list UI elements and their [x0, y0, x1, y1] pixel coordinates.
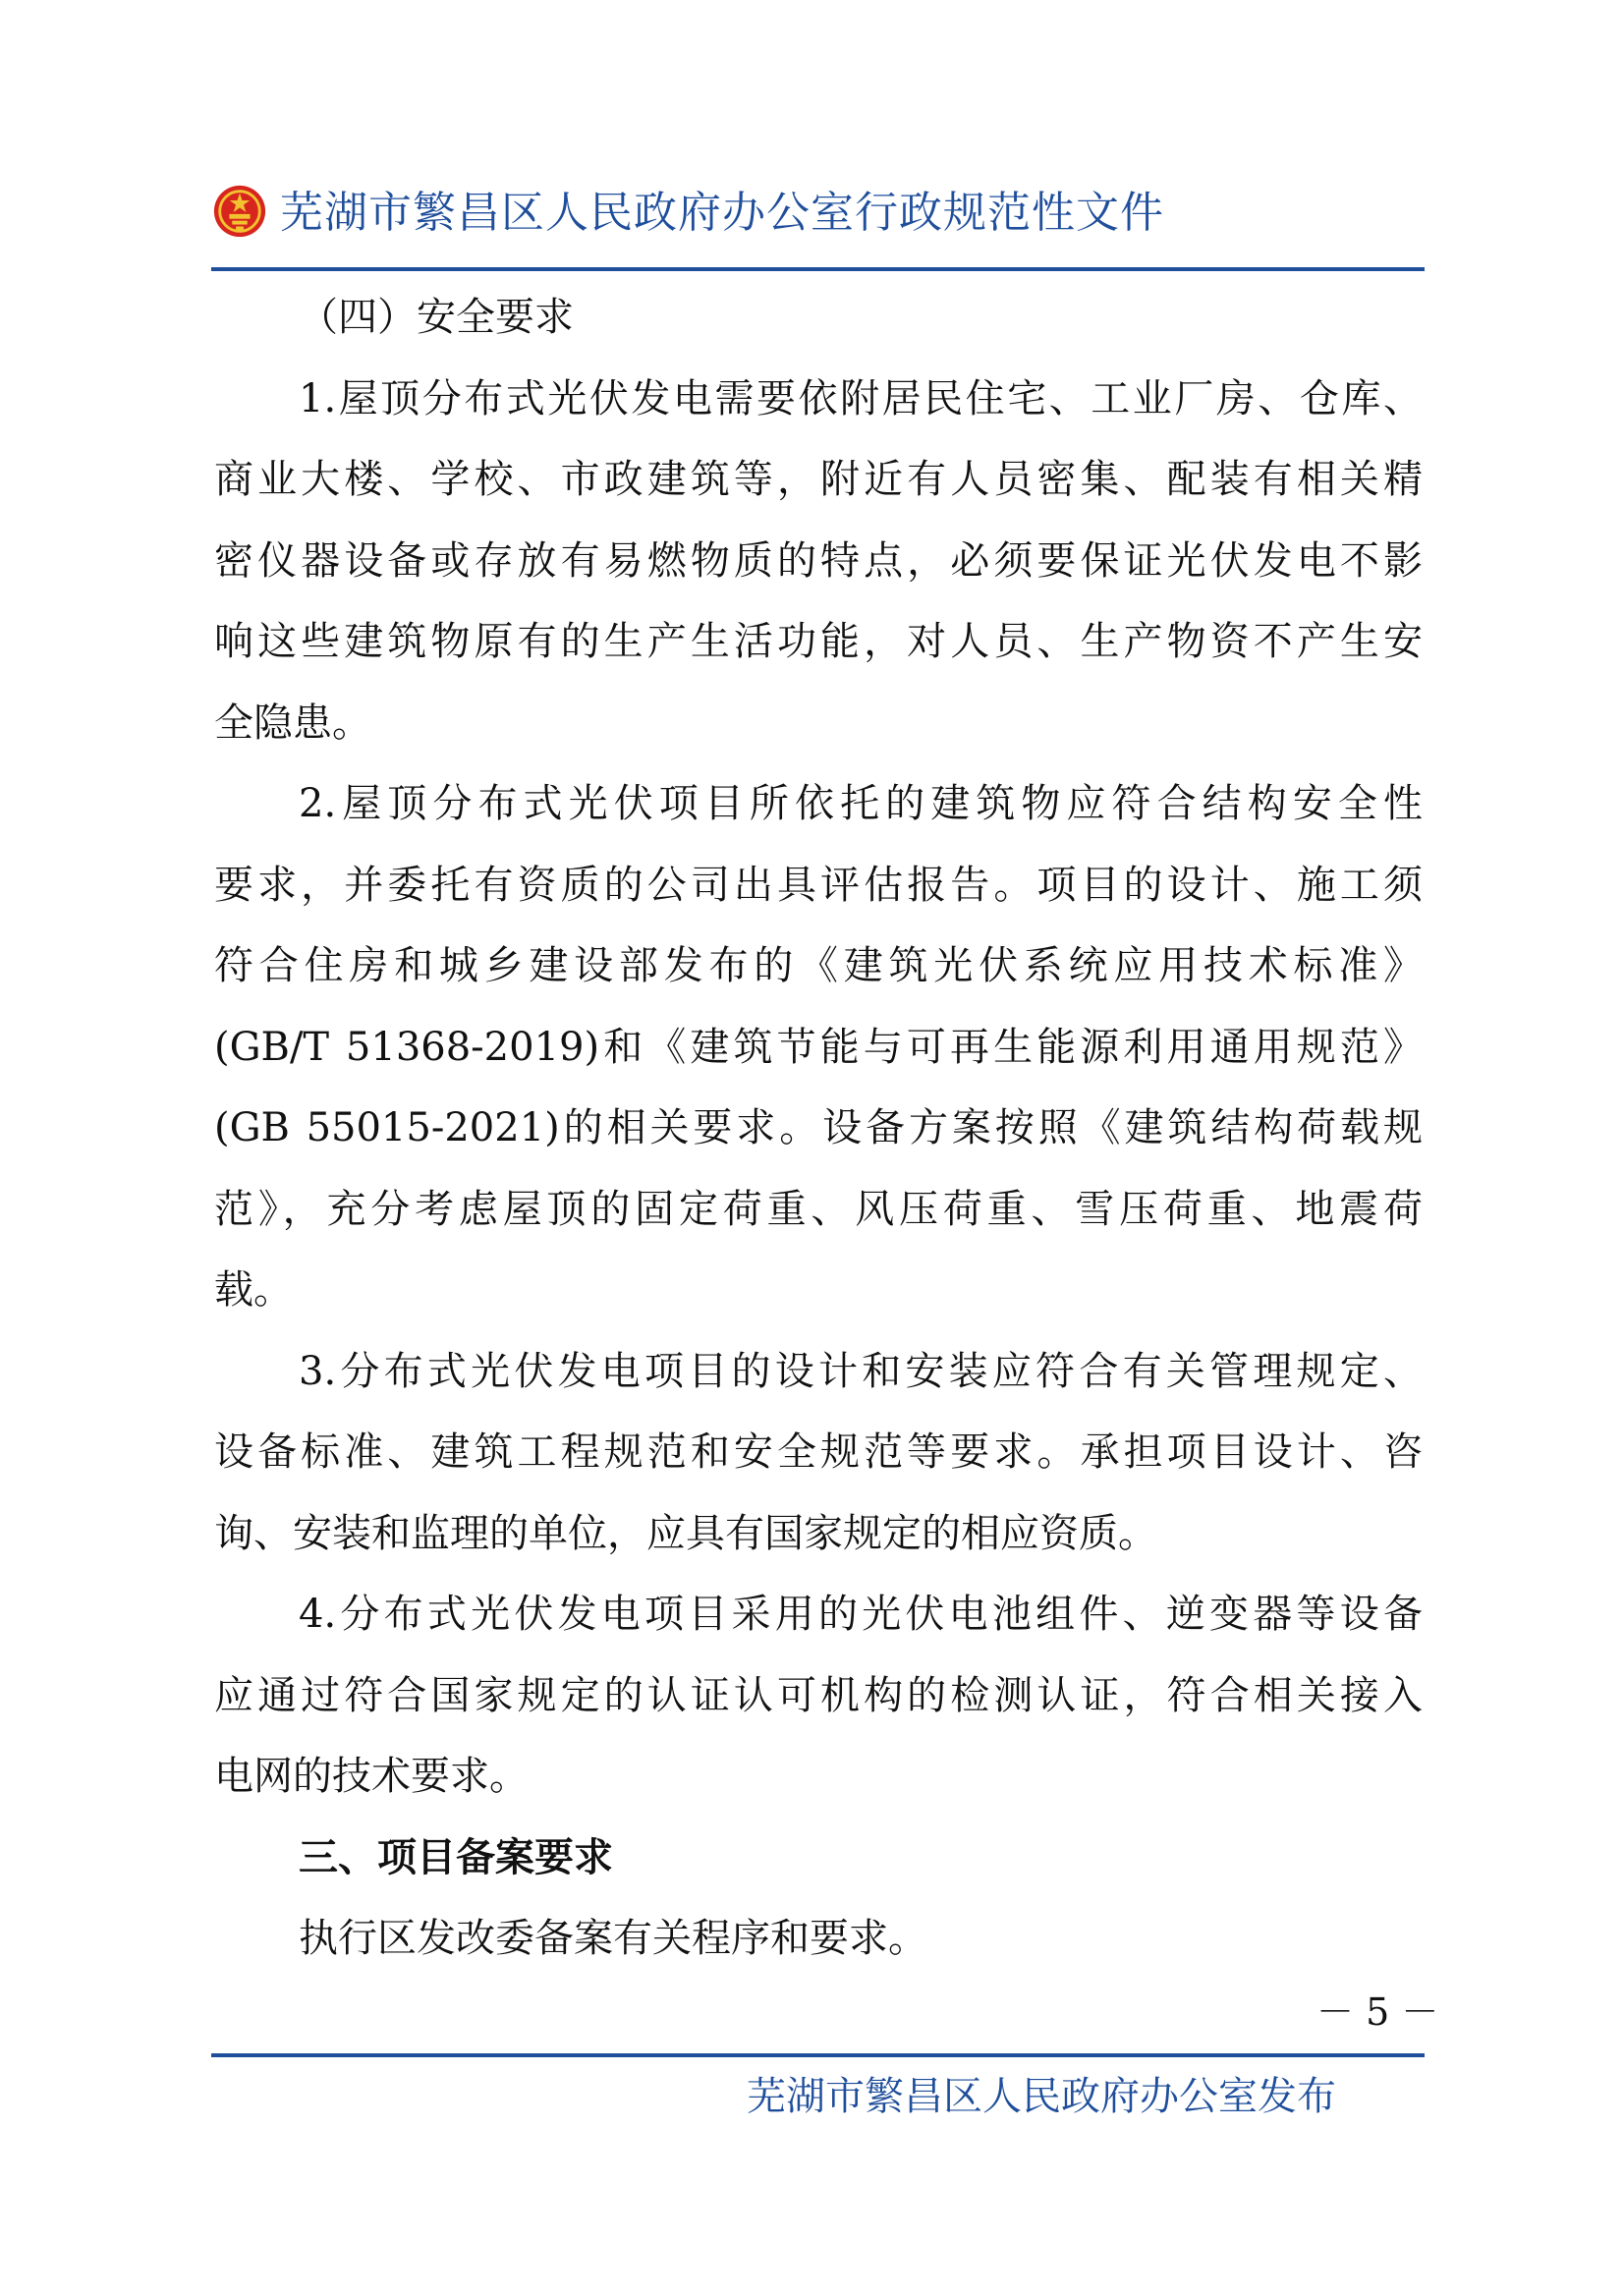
- page-number: － 5 －: [1316, 1990, 1439, 2034]
- paragraph-line: 密仪器设备或存放有易燃物质的特点，必须要保证光伏发电不影: [214, 537, 1423, 584]
- national-emblem-icon: [211, 183, 268, 240]
- paragraph-line: 响这些建筑物原有的生产生活功能，对人员、生产物资不产生安: [214, 619, 1423, 664]
- paragraph-line: 2.屋顶分布式光伏项目所依托的建筑物应符合结构安全性: [299, 781, 1423, 826]
- paragraph-line: (GB 55015-2021)的相关要求。设备方案按照《建筑结构荷载规: [214, 1105, 1423, 1150]
- paragraph-line: 电网的技术要求。: [214, 1754, 529, 1799]
- header-title: 芜湖市繁昌区人民政府办公室行政规范性文件: [280, 188, 1164, 238]
- paragraph-line: 商业大楼、学校、市政建筑等，附近有人员密集、配装有相关精: [214, 457, 1423, 502]
- document-header: [211, 175, 1425, 253]
- paragraph-line: 全隐患。: [214, 700, 371, 746]
- paragraph-line: 符合住房和城乡建设部发布的《建筑光伏系统应用技术标准》: [214, 943, 1423, 988]
- paragraph-line: 3.分布式光伏发电项目的设计和安装应符合有关管理规定、: [299, 1348, 1423, 1394]
- paragraph-line: 范》，充分考虑屋顶的固定荷重、风压荷重、雪压荷重、地震荷: [214, 1186, 1423, 1232]
- paragraph-line: 设备标准、建筑工程规范和安全规范等要求。承担项目设计、咨: [214, 1429, 1423, 1475]
- paragraph-line: 4.分布式光伏发电项目采用的光伏电池组件、逆变器等设备: [299, 1592, 1423, 1637]
- header-divider: [211, 267, 1425, 271]
- paragraph-line: 应通过符合国家规定的认证认可机构的检测认证，符合相关接入: [214, 1672, 1423, 1718]
- paragraph-line: 询、安装和监理的单位，应具有国家规定的相应资质。: [214, 1510, 1157, 1556]
- paragraph-line: 载。: [214, 1267, 293, 1313]
- paragraph-line: 1.屋顶分布式光伏发电需要依附居民住宅、工业厂房、仓库、: [299, 375, 1423, 421]
- paragraph-line: (GB/T 51368-2019)和《建筑节能与可再生能源利用通用规范》: [214, 1024, 1423, 1070]
- subsection-heading: （四）安全要求: [299, 295, 574, 340]
- footer-publisher: 芜湖市繁昌区人民政府办公室发布: [747, 2074, 1336, 2119]
- paragraph-line: 执行区发改委备案有关程序和要求。: [299, 1916, 927, 1961]
- paragraph-line: 要求，并委托有资质的公司出具评估报告。项目的设计、施工须: [214, 862, 1423, 908]
- document-body: [214, 277, 1423, 1980]
- section-heading: 三、项目备案要求: [299, 1833, 613, 1880]
- footer-divider: [211, 2053, 1425, 2057]
